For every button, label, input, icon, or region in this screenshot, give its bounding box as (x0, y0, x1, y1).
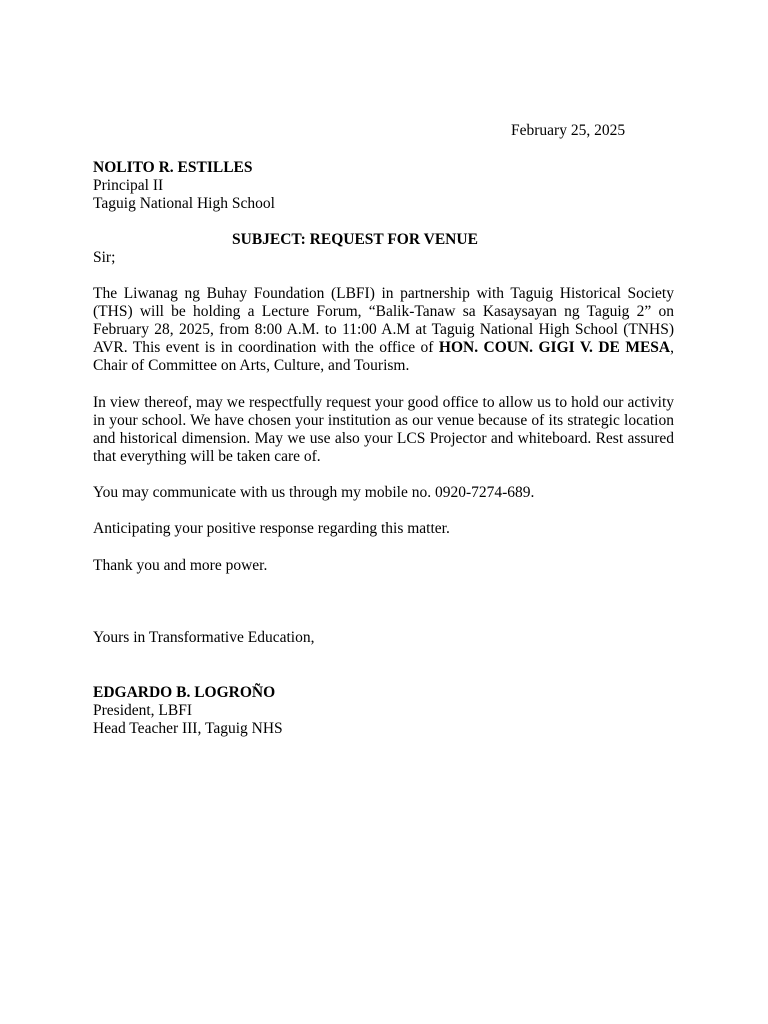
letter-subject: SUBJECT: REQUEST FOR VENUE (232, 231, 478, 248)
body-paragraph-4: Anticipating your positive response regarding this matter. (93, 520, 450, 537)
sender-title-2: Head Teacher III, Taguig NHS (93, 720, 283, 737)
body-paragraph-1 (93, 285, 674, 375)
body-paragraph-2: In view thereof, may we respectfully request your good office to allow us to hold our activity in your school. We have chosen your institution as our venue because of its strategic location and historical dimension. May we use also your LCS Projector and whiteboard. Rest assured that everything will be taken care of. (93, 394, 674, 465)
closing: Yours in Transformative Education, (93, 629, 315, 646)
salutation: Sir; (93, 249, 116, 266)
body-paragraph-3: You may communicate with us through my mobile no. 0920-7274-689. (93, 484, 535, 501)
recipient-position: Principal II (93, 177, 164, 194)
body-paragraph-1-text-b: , Chair of Committee on Arts, Culture, and Tourism. (93, 339, 674, 374)
recipient-name: NOLITO R. ESTILLES (93, 159, 253, 176)
letter-date: February 25, 2025 (511, 122, 626, 139)
sender-title-1: President, LBFI (93, 702, 193, 719)
body-paragraph-1-text-a: The Liwanag ng Buhay Foundation (LBFI) in partnership with Taguig Historical Society (THS) will be holding a Lecture Forum, “Balik-Tanaw sa Kasaysayan ng Taguig 2” on February 28, 2025, from 8:00 A.M. to 11:00 A.M at Taguig National High School (TNHS) AVR. This event is in coordination with the office of (93, 285, 674, 356)
sender-name: EDGARDO B. LOGROÑO (93, 684, 276, 701)
body-paragraph-5: Thank you and more power. (93, 557, 268, 574)
recipient-organization: Taguig National High School (93, 195, 275, 212)
councilor-name: HON. COUN. GIGI V. DE MESA (438, 339, 671, 356)
